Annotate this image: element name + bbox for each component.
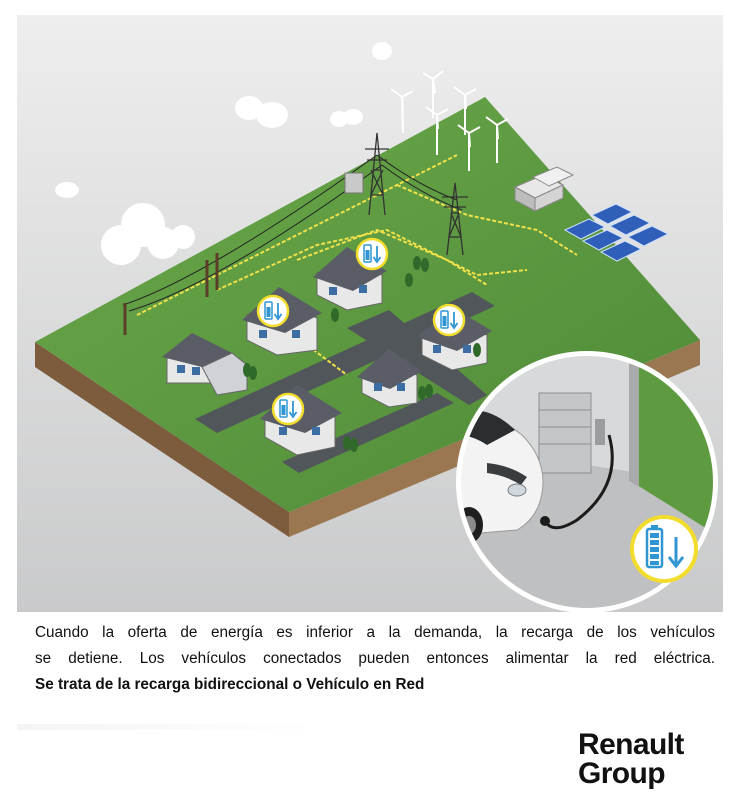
substation bbox=[345, 173, 363, 193]
v2g-illustration bbox=[17, 15, 723, 612]
battery-discharge-icon bbox=[632, 517, 696, 581]
logo-line-2: Group bbox=[578, 757, 665, 790]
caption bbox=[35, 620, 715, 698]
renault-group-logo bbox=[578, 730, 684, 788]
divider bbox=[17, 724, 317, 730]
caption-line-1: Cuando la oferta de energía es inferior a la demanda, la recarga de los vehículos bbox=[35, 624, 715, 641]
caption-highlight: Se trata de la recarga bidireccional o Vehículo en Red bbox=[35, 676, 425, 693]
logo-line-1: Renault bbox=[578, 728, 684, 761]
caption-line-2: se detiene. Los vehículos conectados pueden entonces alimentar la red eléctrica. bbox=[35, 650, 715, 667]
